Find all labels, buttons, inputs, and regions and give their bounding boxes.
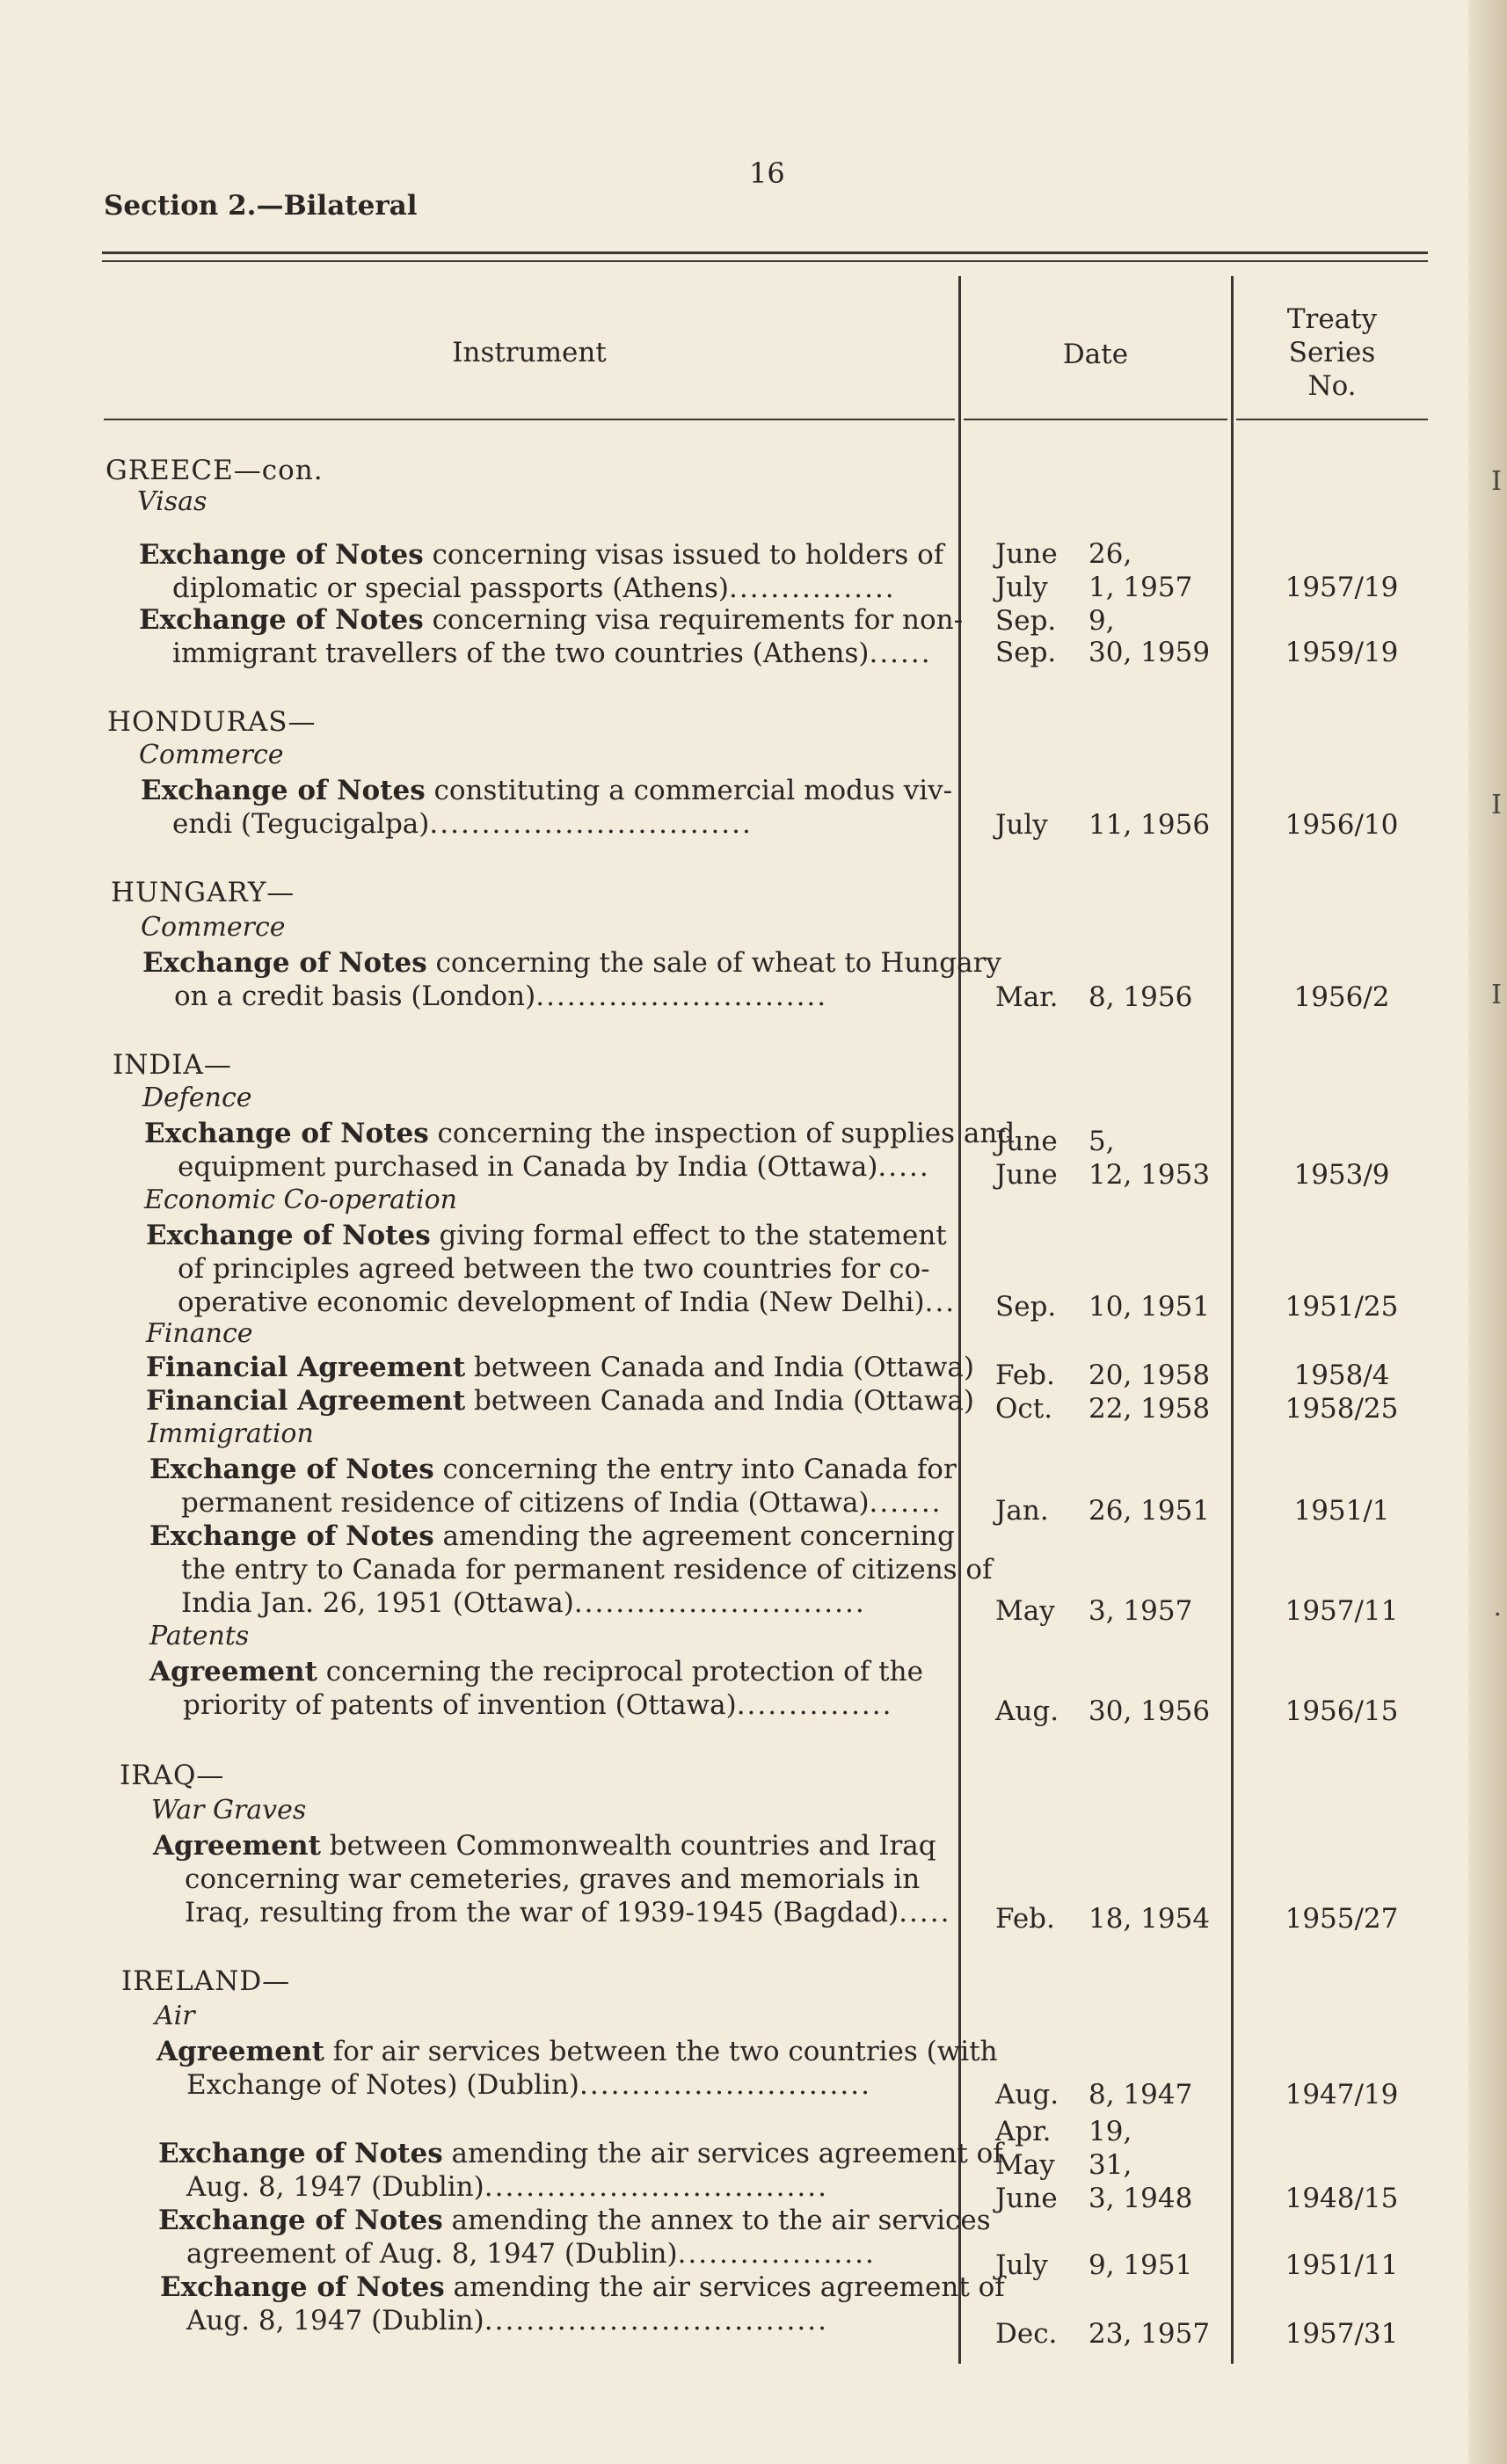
date-day-year: 10, 1951 — [1088, 1291, 1211, 1323]
instrument-line — [181, 1553, 993, 1586]
dot-leader: ...... — [869, 638, 932, 669]
dot-leader: ................................. — [484, 2305, 828, 2336]
date-day-year: 12, 1953 — [1088, 1159, 1211, 1191]
date-month: Aug. — [995, 1695, 1059, 1727]
instrument-line — [141, 774, 952, 807]
instrument-line — [185, 1863, 920, 1896]
dot-leader: ............................ — [535, 980, 828, 1012]
date-day-year: 9, 1951 — [1088, 2249, 1193, 2281]
date-day-year: 3, 1957 — [1088, 1595, 1193, 1627]
instrument-text: permanent residence of citizens of India (Ottawa) — [181, 1487, 870, 1519]
instrument-text: Commerce — [139, 740, 284, 770]
instrument-line — [158, 2137, 1003, 2170]
dot-leader: ................................. — [484, 2171, 828, 2203]
subject-heading — [139, 739, 284, 772]
dot-leader: ............... — [736, 1689, 893, 1721]
instrument-type: Exchange of Notes — [149, 1454, 434, 1485]
subject-heading — [146, 1317, 253, 1351]
subject-heading — [142, 1082, 252, 1115]
dot-leader: ................... — [677, 2238, 876, 2270]
instrument-line — [186, 2068, 871, 2102]
instrument-text: giving formal effect to the statement — [430, 1220, 947, 1251]
instrument-line — [149, 1655, 923, 1688]
date-day-year: 9, — [1088, 605, 1115, 637]
treaty-series-number: 1948/15 — [1285, 2183, 1399, 2214]
instrument-type: Exchange of Notes — [142, 947, 427, 979]
instrument-text: concerning the inspection of supplies and — [428, 1118, 1016, 1149]
instrument-type: Exchange of Notes — [149, 1520, 434, 1552]
date-month: July — [995, 809, 1048, 841]
instrument-text: Patents — [149, 1621, 250, 1651]
dot-leader: ................ — [728, 572, 896, 604]
instrument-text: of principles agreed between the two countries for co- — [178, 1253, 930, 1285]
edge-mark: . — [1493, 1592, 1502, 1622]
instrument-text: amending the annex to the air services — [442, 2205, 991, 2236]
edge-mark: I — [1491, 980, 1502, 1010]
instrument-line — [157, 2035, 998, 2068]
instrument-text: concerning the reciprocal protection of the — [317, 1656, 923, 1688]
instrument-line — [183, 1688, 893, 1722]
country-heading — [107, 705, 317, 739]
instrument-type: Financial Agreement — [146, 1352, 466, 1383]
subject-heading — [155, 2000, 195, 2033]
date-month: Sep. — [995, 637, 1057, 668]
instrument-line — [186, 2237, 876, 2271]
treaty-series-number: 1955/27 — [1285, 1903, 1399, 1935]
date-month: June — [995, 1126, 1058, 1157]
treaty-series-number: 1958/4 — [1293, 1360, 1390, 1391]
instrument-type: Financial Agreement — [146, 1385, 466, 1417]
subject-heading — [149, 1620, 249, 1653]
instrument-type: Exchange of Notes — [160, 2271, 445, 2303]
treaty-series-number: 1958/25 — [1285, 1393, 1399, 1425]
instrument-line — [174, 980, 827, 1013]
instrument-text: HONDURAS— — [107, 706, 317, 738]
subject-heading — [141, 911, 286, 944]
instrument-line — [178, 1150, 930, 1184]
treaty-series-number: 1957/11 — [1285, 1595, 1399, 1627]
subject-heading — [144, 1184, 457, 1217]
instrument-text: amending the air services agreement of — [444, 2271, 1005, 2303]
header-treaty-line: Series — [1288, 337, 1376, 368]
header-rule-date — [964, 419, 1227, 420]
instrument-text: diplomatic or special passports (Athens) — [172, 572, 729, 604]
instrument-text: INDIA— — [113, 1049, 232, 1081]
date-day-year: 23, 1957 — [1088, 2318, 1211, 2350]
instrument-text: IRAQ— — [120, 1760, 225, 1791]
instrument-text: on a credit basis (London) — [174, 980, 536, 1012]
instrument-text: Defence — [142, 1083, 252, 1113]
instrument-text: between Commonwealth countries and Iraq — [320, 1830, 936, 1862]
instrument-text: India Jan. 26, 1951 (Ottawa) — [181, 1587, 574, 1619]
instrument-text: Commerce — [141, 912, 286, 943]
instrument-line — [139, 538, 943, 572]
instrument-line — [146, 1384, 974, 1418]
date-month: June — [995, 1159, 1058, 1191]
date-month: Sep. — [995, 605, 1057, 637]
date-day-year: 3, 1948 — [1088, 2183, 1193, 2214]
instrument-text: the entry to Canada for permanent residence of citizens of — [181, 1554, 993, 1586]
column-divider-treaty — [1231, 276, 1234, 2364]
dot-leader: ..... — [899, 1897, 951, 1928]
section-title: Section 2.—Bilateral — [104, 190, 418, 222]
instrument-text: Iraq, resulting from the war of 1939-1945 (Bagdad) — [185, 1897, 899, 1928]
instrument-line — [149, 1453, 957, 1486]
instrument-text: endi (Tegucigalpa) — [172, 808, 430, 840]
instrument-line — [146, 1219, 947, 1252]
dot-leader: ............................ — [573, 1587, 866, 1619]
dot-leader: ............................... — [429, 808, 753, 840]
instrument-text: between Canada and India (Ottawa) — [465, 1352, 974, 1383]
instrument-text: equipment purchased in Canada by India (Ottawa) — [178, 1151, 878, 1183]
instrument-line — [172, 807, 753, 841]
instrument-text: concerning war cemeteries, graves and memorials in — [185, 1863, 921, 1895]
date-day-year: 8, 1956 — [1088, 981, 1193, 1013]
date-day-year: 5, — [1088, 1126, 1115, 1157]
subject-heading — [137, 485, 207, 519]
instrument-line — [172, 637, 932, 670]
date-day-year: 20, 1958 — [1088, 1360, 1211, 1391]
instrument-type: Exchange of Notes — [144, 1118, 429, 1149]
top-rule — [102, 252, 1428, 254]
date-day-year: 30, 1959 — [1088, 637, 1211, 668]
instrument-line — [181, 1586, 866, 1620]
treaty-series-number: 1951/1 — [1293, 1495, 1390, 1527]
instrument-line — [185, 1896, 950, 1929]
dot-leader: ..... — [877, 1151, 930, 1183]
instrument-line — [158, 2204, 991, 2237]
instrument-type: Agreement — [149, 1656, 317, 1688]
page-number: 16 — [749, 157, 785, 190]
instrument-text: Exchange of Notes) (Dublin) — [186, 2069, 580, 2101]
instrument-line — [181, 1486, 943, 1520]
treaty-series-number: 1956/2 — [1293, 981, 1390, 1013]
date-day-year: 22, 1958 — [1088, 1393, 1211, 1425]
treaty-series-number: 1953/9 — [1293, 1159, 1390, 1191]
instrument-text: Finance — [146, 1318, 253, 1349]
treaty-series-number: 1957/19 — [1285, 572, 1399, 603]
instrument-text: agreement of Aug. 8, 1947 (Dublin) — [186, 2238, 678, 2270]
date-day-year: 11, 1956 — [1088, 809, 1211, 841]
instrument-type: Exchange of Notes — [158, 2138, 443, 2169]
instrument-line — [139, 603, 963, 637]
dot-leader: ............................ — [579, 2069, 871, 2101]
date-month: Aug. — [995, 2079, 1059, 2110]
date-month: Feb. — [995, 1360, 1055, 1391]
header-rule-instrument — [104, 419, 955, 420]
date-month: June — [995, 538, 1058, 570]
header-date: Date — [1062, 339, 1129, 370]
treaty-series-number: 1951/11 — [1285, 2249, 1399, 2281]
top-rule-thin — [102, 260, 1428, 262]
instrument-text: concerning visas issued to holders of — [423, 539, 944, 571]
instrument-type: Agreement — [153, 1830, 321, 1862]
instrument-text: HUNGARY— — [111, 877, 295, 908]
instrument-line — [186, 2304, 828, 2337]
instrument-text: operative economic development of India (New Delhi) — [178, 1287, 925, 1318]
instrument-line — [178, 1252, 930, 1286]
date-day-year: 18, 1954 — [1088, 1903, 1211, 1935]
dot-leader: ... — [924, 1287, 957, 1318]
country-heading — [106, 454, 324, 487]
instrument-text: amending the agreement concerning — [433, 1520, 955, 1552]
country-heading — [121, 1965, 290, 1998]
instrument-text: Air — [155, 2001, 195, 2031]
instrument-text: Immigration — [148, 1418, 314, 1449]
instrument-type: Exchange of Notes — [146, 1220, 431, 1251]
header-treaty-line: No. — [1307, 370, 1357, 402]
date-month: Dec. — [995, 2318, 1058, 2350]
instrument-line — [186, 2170, 828, 2204]
date-month: Mar. — [995, 981, 1059, 1013]
instrument-line — [178, 1286, 956, 1319]
date-day-year: 31, — [1088, 2149, 1132, 2181]
date-month: June — [995, 2183, 1058, 2214]
date-month: Jan. — [995, 1495, 1049, 1527]
instrument-text: Visas — [137, 486, 207, 517]
instrument-line — [160, 2271, 1005, 2304]
treaty-series-number: 1959/19 — [1285, 637, 1399, 668]
instrument-text: constituting a commercial modus viv- — [425, 775, 953, 806]
date-month: Oct. — [995, 1393, 1053, 1425]
header-treaty-line: Treaty — [1286, 303, 1378, 335]
instrument-text: amending the air services agreement of — [442, 2138, 1003, 2169]
instrument-text: Aug. 8, 1947 (Dublin) — [186, 2305, 484, 2336]
instrument-type: Exchange of Notes — [139, 604, 424, 636]
treaty-series-number: 1956/10 — [1285, 809, 1399, 841]
date-day-year: 19, — [1088, 2116, 1132, 2147]
date-month: Feb. — [995, 1903, 1055, 1935]
date-month: July — [995, 572, 1048, 603]
date-day-year: 26, — [1088, 538, 1132, 570]
treaty-series-number: 1947/19 — [1285, 2079, 1399, 2110]
instrument-line — [142, 946, 1001, 980]
instrument-text: Economic Co-operation — [144, 1185, 457, 1215]
instrument-text: between Canada and India (Ottawa) — [465, 1385, 974, 1417]
edge-mark: I — [1491, 790, 1502, 820]
instrument-line — [172, 572, 896, 605]
date-day-year: 1, 1957 — [1088, 572, 1193, 603]
subject-heading — [151, 1794, 306, 1827]
instrument-text: concerning visa requirements for non- — [423, 604, 964, 636]
header-instrument: Instrument — [452, 337, 607, 368]
header-rule-treaty — [1236, 419, 1428, 420]
treaty-series-number: 1951/25 — [1285, 1291, 1399, 1323]
instrument-text: for air services between the two countries (with — [324, 2036, 998, 2067]
instrument-text: Aug. 8, 1947 (Dublin) — [186, 2171, 484, 2203]
instrument-type: Agreement — [157, 2036, 324, 2067]
instrument-text: War Graves — [151, 1795, 307, 1826]
dot-leader: ....... — [869, 1487, 943, 1519]
instrument-text: immigrant travellers of the two countries (Athens) — [172, 638, 870, 669]
instrument-text: concerning the entry into Canada for — [433, 1454, 957, 1485]
treaty-series-number: 1957/31 — [1285, 2318, 1399, 2350]
instrument-text: GREECE—con. — [106, 455, 324, 486]
instrument-type: Exchange of Notes — [141, 775, 426, 806]
date-month: Sep. — [995, 1291, 1057, 1323]
instrument-text: IRELAND— — [121, 1965, 291, 1997]
country-heading — [111, 876, 295, 909]
treaty-series-number: 1956/15 — [1285, 1695, 1399, 1727]
date-day-year: 8, 1947 — [1088, 2079, 1193, 2110]
instrument-text: priority of patents of invention (Ottawa) — [183, 1689, 737, 1721]
instrument-type: Exchange of Notes — [158, 2205, 443, 2236]
header-treaty-series — [1236, 303, 1428, 403]
date-month: Apr. — [995, 2116, 1052, 2147]
subject-heading — [148, 1418, 314, 1451]
instrument-text: concerning the sale of wheat to Hungary — [426, 947, 1001, 979]
country-heading — [113, 1048, 232, 1082]
date-day-year: 26, 1951 — [1088, 1495, 1211, 1527]
instrument-line — [153, 1829, 936, 1863]
page-edge — [1468, 0, 1507, 2464]
edge-mark: I — [1491, 466, 1502, 497]
country-heading — [120, 1759, 224, 1792]
date-month: May — [995, 1595, 1055, 1627]
date-day-year: 30, 1956 — [1088, 1695, 1211, 1727]
instrument-line — [146, 1351, 974, 1384]
date-month: May — [995, 2149, 1055, 2181]
date-month: July — [995, 2249, 1048, 2281]
instrument-line — [144, 1117, 1015, 1150]
instrument-type: Exchange of Notes — [139, 539, 424, 571]
instrument-line — [149, 1520, 955, 1553]
